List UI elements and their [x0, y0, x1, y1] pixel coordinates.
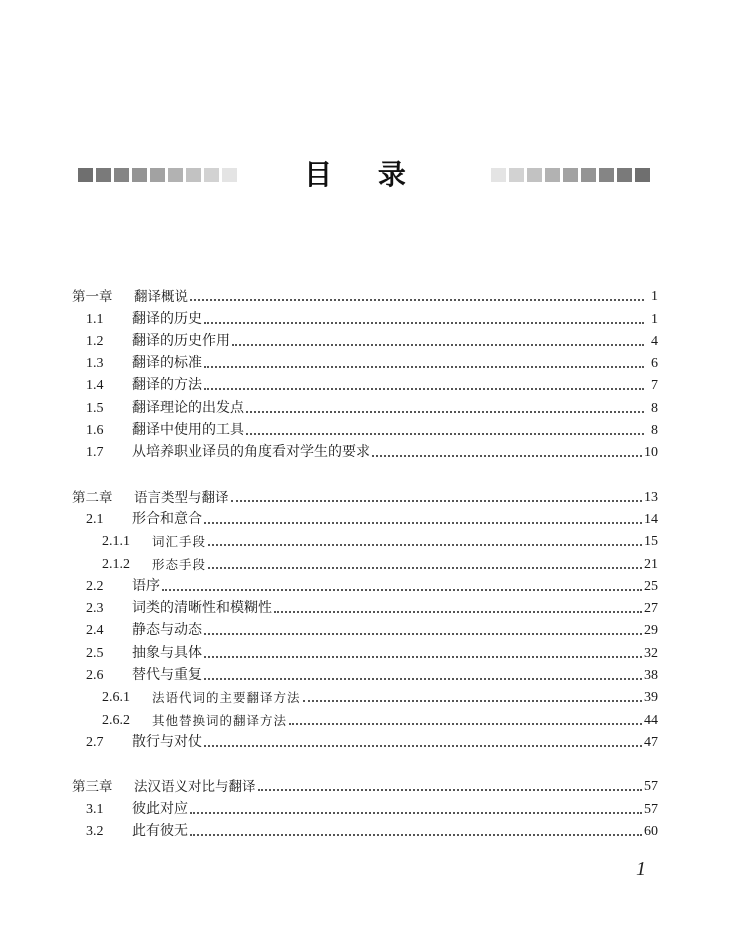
- section-title: 语序: [132, 577, 160, 594]
- toc-entry-2-6-1[interactable]: [72, 684, 658, 706]
- dot-leader: [204, 745, 642, 747]
- section-title: 翻译理论的出发点: [132, 399, 244, 416]
- subsection-number: 2.1.1: [102, 534, 130, 550]
- subsection-title: 法语代词的主要翻译方法: [152, 690, 301, 706]
- section-title: 词类的清晰性和模糊性: [132, 600, 272, 617]
- decorative-square: [599, 168, 614, 182]
- dot-leader: [231, 500, 643, 502]
- section-number: 1.4: [86, 378, 104, 394]
- dot-leader: [258, 789, 643, 791]
- chapter-number: 第二章: [72, 489, 113, 506]
- page-number: 44: [644, 712, 658, 728]
- toc-entry-1-7[interactable]: [72, 439, 658, 461]
- toc-chapter-1[interactable]: [72, 283, 658, 305]
- dot-leader: [204, 388, 644, 390]
- toc-entry-2-6-2[interactable]: [72, 706, 658, 728]
- section-title: 翻译的标准: [132, 355, 202, 372]
- subsection-title: 词汇手段: [152, 534, 207, 550]
- toc-entry-1-3[interactable]: [72, 350, 658, 372]
- decorative-square: [563, 168, 578, 182]
- toc-entry-2-6[interactable]: [72, 662, 658, 684]
- dot-leader: [303, 700, 642, 702]
- dot-leader: [289, 723, 642, 725]
- decorative-square: [527, 168, 542, 182]
- page-number: 15: [644, 534, 658, 550]
- dot-leader: [190, 812, 642, 814]
- page-number: 14: [644, 511, 658, 527]
- page-number: 6: [651, 356, 658, 372]
- section-number: 2.6: [86, 668, 104, 684]
- toc-entry-1-1[interactable]: [72, 305, 658, 327]
- dot-leader: [232, 344, 644, 346]
- dot-leader: [204, 366, 644, 368]
- toc-entry-2-5[interactable]: [72, 639, 658, 661]
- chapter-title: 法汉语义对比与翻译: [134, 779, 256, 796]
- dot-leader: [372, 455, 642, 457]
- section-title: 翻译中使用的工具: [132, 422, 244, 439]
- page-number: 27: [644, 601, 658, 617]
- chapter-number: 第一章: [72, 289, 113, 306]
- toc-entry-2-4[interactable]: [72, 617, 658, 639]
- section-title: 翻译的历史作用: [132, 332, 230, 349]
- section-title: 抽象与具体: [132, 644, 202, 661]
- page-number: 32: [644, 645, 658, 661]
- section-title: 此有彼无: [132, 822, 188, 839]
- toc-entry-2-3[interactable]: [72, 595, 658, 617]
- toc-entry-2-7[interactable]: [72, 729, 658, 751]
- section-number: 1.1: [86, 311, 104, 327]
- title-squares-right: [491, 168, 650, 182]
- decorative-square: [617, 168, 632, 182]
- dot-leader: [274, 611, 642, 613]
- page-number: 8: [651, 400, 658, 416]
- section-number: 2.3: [86, 601, 104, 617]
- toc-entry-3-1[interactable]: [72, 795, 658, 817]
- subsection-number: 2.6.2: [102, 712, 130, 728]
- subsection-number: 2.6.1: [102, 690, 130, 706]
- chapter-number: 第三章: [72, 779, 113, 796]
- toc-entry-2-1-1[interactable]: [72, 528, 658, 550]
- section-number: 3.2: [86, 823, 104, 839]
- section-title: 翻译的历史: [132, 310, 202, 327]
- dot-leader: [190, 299, 644, 301]
- page-number: 29: [644, 623, 658, 639]
- page-number: 8: [651, 423, 658, 439]
- subsection-number: 2.1.2: [102, 556, 130, 572]
- chapter-spacer: [72, 461, 658, 483]
- dot-leader: [208, 567, 642, 569]
- dot-leader: [204, 678, 642, 680]
- section-number: 1.6: [86, 423, 104, 439]
- toc-entry-1-6[interactable]: [72, 417, 658, 439]
- page-number: 38: [644, 668, 658, 684]
- chapter-title: 语言类型与翻译: [134, 489, 229, 506]
- page-number: 7: [651, 378, 658, 394]
- dot-leader: [162, 589, 642, 591]
- section-number: 2.7: [86, 734, 104, 750]
- section-title: 散行与对仗: [132, 733, 202, 750]
- toc-entry-1-2[interactable]: [72, 328, 658, 350]
- page-number: 13: [644, 489, 658, 505]
- toc-entry-3-2[interactable]: [72, 818, 658, 840]
- section-title: 从培养职业译员的角度看对学生的要求: [132, 444, 370, 461]
- dot-leader: [246, 411, 644, 413]
- page-number: 57: [644, 779, 658, 795]
- table-of-contents: [72, 283, 658, 840]
- decorative-square: [491, 168, 506, 182]
- section-number: 1.2: [86, 333, 104, 349]
- dot-leader: [204, 656, 642, 658]
- page-folio: 1: [636, 858, 646, 880]
- section-number: 3.1: [86, 801, 104, 817]
- page-title: 目 录: [304, 158, 424, 191]
- subsection-title: 其他替换词的翻译方法: [152, 712, 288, 728]
- toc-entry-2-2[interactable]: [72, 573, 658, 595]
- section-title: 翻译的方法: [132, 377, 202, 394]
- toc-entry-2-1[interactable]: [72, 506, 658, 528]
- dot-leader: [204, 322, 644, 324]
- title-band: [78, 160, 650, 190]
- page-number: 10: [644, 445, 658, 461]
- dot-leader: [204, 633, 642, 635]
- page-number: 60: [644, 823, 658, 839]
- page-number: 21: [644, 556, 658, 572]
- dot-leader: [246, 433, 644, 435]
- chapter-spacer: [72, 751, 658, 773]
- section-title: 静态与动态: [132, 622, 202, 639]
- section-number: 1.3: [86, 356, 104, 372]
- decorative-square: [581, 168, 596, 182]
- chapter-title: 翻译概说: [134, 289, 188, 306]
- section-number: 1.7: [86, 445, 104, 461]
- page-number: 1: [651, 289, 658, 305]
- page-number: 39: [644, 690, 658, 706]
- section-number: 2.4: [86, 623, 104, 639]
- section-number: 2.5: [86, 645, 104, 661]
- toc-chapter-2[interactable]: [72, 483, 658, 505]
- dot-leader: [204, 522, 642, 524]
- toc-entry-2-1-2[interactable]: [72, 550, 658, 572]
- decorative-square: [635, 168, 650, 182]
- decorative-square: [509, 168, 524, 182]
- section-number: 1.5: [86, 400, 104, 416]
- subsection-title: 形态手段: [152, 556, 207, 572]
- page-number: 47: [644, 734, 658, 750]
- dot-leader: [190, 834, 642, 836]
- toc-entry-1-5[interactable]: [72, 394, 658, 416]
- page-number: 57: [644, 801, 658, 817]
- section-title: 彼此对应: [132, 800, 188, 817]
- section-number: 2.2: [86, 578, 104, 594]
- section-number: 2.1: [86, 511, 104, 527]
- section-title: 替代与重复: [132, 667, 202, 684]
- toc-chapter-3[interactable]: [72, 773, 658, 795]
- page-number: 1: [651, 311, 658, 327]
- section-title: 形合和意合: [132, 510, 202, 527]
- toc-entry-1-4[interactable]: [72, 372, 658, 394]
- dot-leader: [208, 544, 642, 546]
- page-number: 4: [651, 333, 658, 349]
- decorative-square: [545, 168, 560, 182]
- page-number: 25: [644, 578, 658, 594]
